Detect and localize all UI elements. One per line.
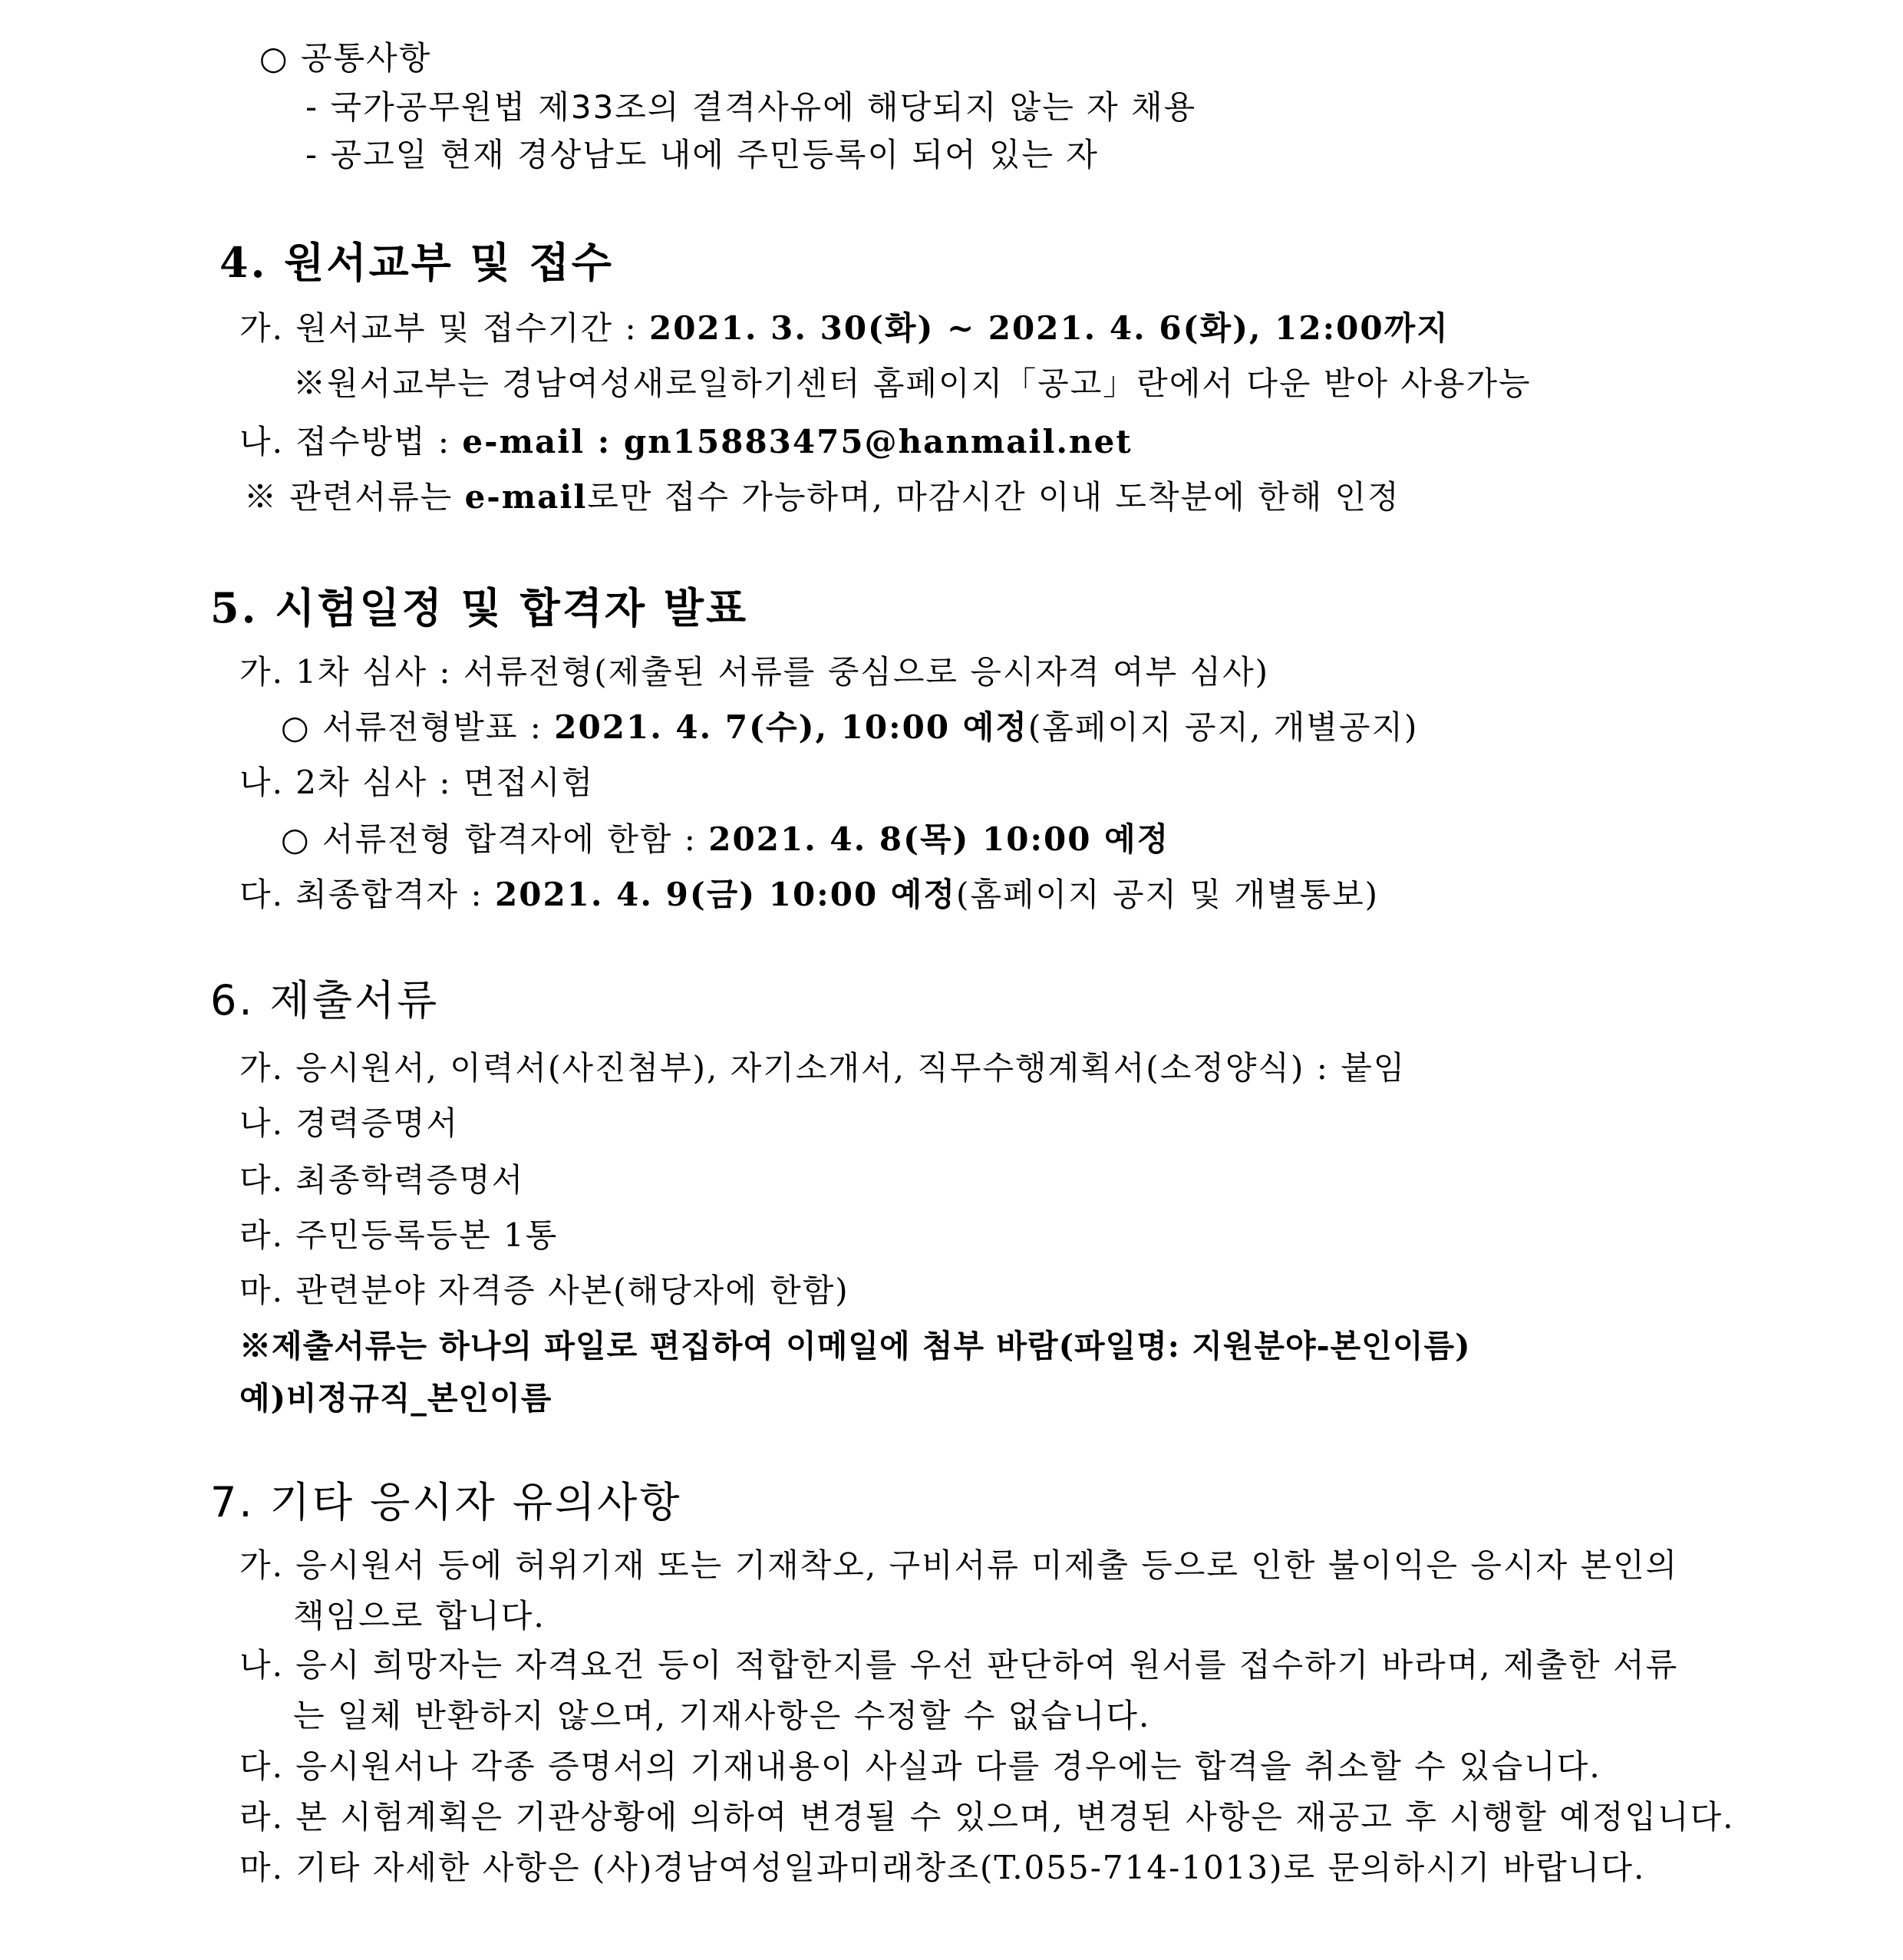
common-item-1: - 국가공무원법 제33조의 결격사유에 해당되지 않는 자 채용 [305, 88, 1197, 126]
common-item-2: - 공고일 현재 경상남도 내에 주민등록이 되어 있는 자 [305, 136, 1099, 173]
s6-item-ra: 라. 주민등록등본 1통 [239, 1216, 559, 1254]
s6-item-ma: 마. 관련분야 자격증 사본(해당자에 한함) [239, 1272, 849, 1309]
s4-period-label: 가. 원서교부 및 접수기간 : [239, 309, 649, 347]
section-4-heading: 4. 원서교부 및 접수 [219, 238, 614, 287]
s4-method-line [239, 419, 1133, 465]
s7-item-ga-2: 책임으로 합니다. [293, 1597, 546, 1635]
s5-document-result: ○ 서류전형발표 : 2021. 4. 7(수), 10:00 예정(홈페이지 공지, 개별공지) [281, 708, 1419, 746]
s6-item-da: 다. 최종학력증명서 [239, 1161, 525, 1199]
section-7-heading: 7. 기타 응시자 유의사항 [210, 1478, 682, 1526]
s7-item-na-2: 는 일체 반환하지 않으며, 기재사항은 수정할 수 없습니다. [293, 1697, 1151, 1734]
s7-item-ra: 라. 본 시험계획은 기관상황에 의하여 변경될 수 있으며, 변경된 사항은 재공고 후 시행할 예정입니다. [239, 1798, 1735, 1836]
s4-period-line [239, 305, 1450, 351]
s5-interview-schedule: ○ 서류전형 합격자에 한함 : 2021. 4. 8(목) 10:00 예정 [281, 820, 1170, 858]
s6-item-ga: 가. 응시원서, 이력서(사진첨부), 자기소개서, 직무수행계획서(소정양식) : 붙임 [239, 1049, 1407, 1087]
s5-first-review: 가. 1차 심사 : 서류전형(제출된 서류를 중심으로 응시자격 여부 심사) [239, 653, 1270, 691]
s7-item-ma: 마. 기타 자세한 사항은 (사)경남여성일과미래창조(T.055-714-1013)로 문의하시기 바랍니다. [239, 1849, 1646, 1886]
s6-submission-note: ※제출서류는 하나의 파일로 편집하여 이메일에 첨부 바람(파일명: 지원분야-본인이름) [239, 1328, 1471, 1364]
s7-item-da: 다. 응시원서나 각종 증명서의 기재내용이 사실과 다를 경우에는 합격을 취소할 수 있습니다. [239, 1747, 1601, 1785]
s6-item-na: 나. 경력증명서 [239, 1104, 460, 1142]
s4-method-label: 나. 접수방법 : [239, 423, 463, 460]
common-title: ○ 공통사항 [259, 39, 432, 77]
section-5-heading: 5. 시험일정 및 합격자 발표 [210, 583, 749, 632]
s5-second-review: 나. 2차 심사 : 면접시험 [239, 764, 595, 801]
s7-item-ga-1: 가. 응시원서 등에 허위기재 또는 기재착오, 구비서류 미제출 등으로 인한 불이익은 응시자 본인의 [239, 1546, 1679, 1584]
s5-final-result: 다. 최종합격자 : 2021. 4. 9(금) 10:00 예정(홈페이지 공지 및 개별통보) [239, 876, 1380, 913]
s4-form-note: ※원서교부는 경남여성새로일하기센터 홈페이지「공고」란에서 다운 받아 사용가능 [293, 365, 1532, 402]
s4-method-value: e-mail : gn15883475@hanmail.net [462, 423, 1133, 460]
s7-item-na-1: 나. 응시 희망자는 자격요건 등이 적합한지를 우선 판단하여 원서를 접수하기 바라며, 제출한 서류 [239, 1646, 1679, 1684]
s4-period-value: 2021. 3. 30(화) ~ 2021. 4. 6(화), 12:00까지 [648, 309, 1450, 347]
s6-filename-example: 예)비정규직_본인이름 [239, 1380, 552, 1417]
section-6-heading: 6. 제출서류 [210, 976, 440, 1025]
s4-email-note: ※ 관련서류는 e-mail로만 접수 가능하며, 마감시간 이내 도착분에 한해 인정 [244, 478, 1400, 516]
